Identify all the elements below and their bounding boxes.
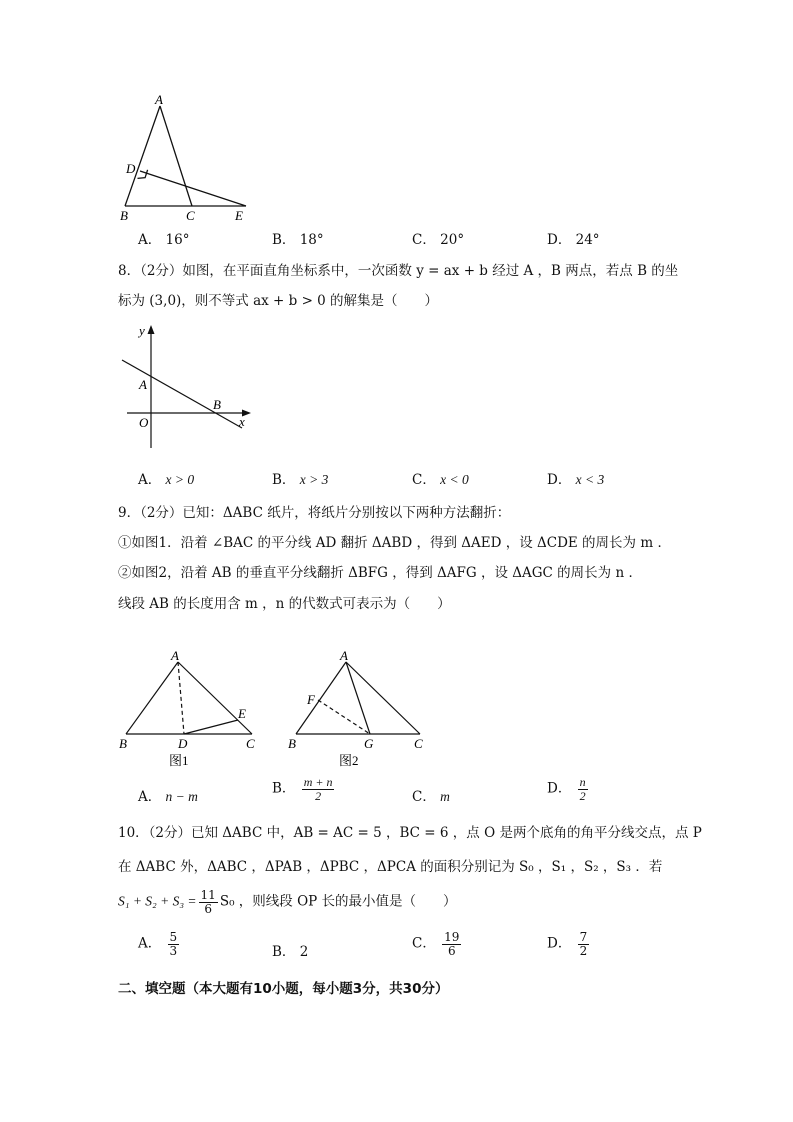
q10-option-d[interactable]: D． $\frac{7}{2}$ xyxy=(547,930,588,958)
q7-label-a: A xyxy=(155,92,163,107)
fig1-label-a: A xyxy=(171,648,179,663)
q9-text-line-4: 线段 AB 的长度用含 m ，n 的代数式可表示为（ ） xyxy=(118,596,451,612)
section-2-heading: 二、填空题（本大题有10小题，每小题3分，共30分） xyxy=(118,981,449,997)
q10-option-c-fraction: $\frac{19}{6}$ xyxy=(444,930,460,958)
fig2-label-f: F xyxy=(307,692,315,707)
q7-right-angle-mark xyxy=(138,170,148,179)
fig2-label-g: G xyxy=(364,736,374,751)
q10-option-c[interactable]: C． $\frac{19}{6}$ xyxy=(412,930,460,958)
fig1-label-c: C xyxy=(246,736,255,751)
fig2-caption: 图2 xyxy=(339,753,359,768)
fig2-segment-ac xyxy=(346,662,420,734)
fig1-segment-ad-dashed xyxy=(178,662,184,734)
q7-option-a[interactable]: A． 16° xyxy=(138,232,190,248)
fig2-label-b: B xyxy=(288,736,296,751)
q10-eleven-sixths-fraction: $\frac{11}{6}$ xyxy=(200,888,216,916)
fig2-segment-ab xyxy=(296,662,346,734)
fig1-label-e: E xyxy=(238,706,246,721)
q8-label-a: A xyxy=(139,377,147,392)
q7-option-d[interactable]: D． 24° xyxy=(547,232,600,248)
q8-label-b: B xyxy=(213,397,221,412)
fig1-segment-ac xyxy=(178,662,252,734)
q7-label-c: C xyxy=(186,208,195,223)
q7-option-c[interactable]: C． 20° xyxy=(412,232,465,248)
fig1-caption: 图1 xyxy=(169,753,189,768)
q9-option-c[interactable]: C． m xyxy=(412,789,450,805)
fig1-segment-de xyxy=(184,720,238,734)
q9-figure-2 xyxy=(284,648,434,770)
q9-figure-1 xyxy=(116,648,266,770)
q8-label-y: y xyxy=(139,323,145,338)
q8-option-d[interactable]: D． x < 3 xyxy=(547,472,605,488)
q8-text-line-1: 8．（2分）如图，在平面直角坐标系中，一次函数 y = ax + b 经过 A ，B 两点，若点 B 的坐 xyxy=(118,263,679,279)
q9-option-a[interactable]: A． n − m xyxy=(138,789,198,805)
q8-label-o: O xyxy=(139,415,149,430)
q9-option-b[interactable]: B． $\frac{m + n}{2}$ xyxy=(272,775,333,803)
q8-coordinate-graph xyxy=(112,320,262,450)
q10-option-a-fraction: $\frac{5}{3}$ xyxy=(169,930,178,958)
q8-label-x: x xyxy=(239,414,245,429)
q8-text-line-2: 标为 (3,0)，则不等式 ax + b > 0 的解集是（ ） xyxy=(118,293,439,309)
fig2-segment-ag xyxy=(346,662,370,734)
q9-option-d[interactable]: D． $\frac{n}{2}$ xyxy=(547,775,586,803)
q7-triangle-figure xyxy=(112,92,262,224)
fig2-label-a: A xyxy=(340,648,348,663)
fig1-label-d: D xyxy=(178,736,188,751)
q8-y-axis-arrow xyxy=(148,325,155,334)
q9-option-b-fraction: $\frac{m + n}{2}$ xyxy=(303,775,333,803)
q7-label-b: B xyxy=(120,208,128,223)
q7-label-e: E xyxy=(235,208,243,223)
q8-option-a[interactable]: A． x > 0 xyxy=(138,472,195,488)
q9-text-line-2: ①如图1．沿着 ∠BAC 的平分线 AD 翻折 ΔABD ，得到 ΔAED ，设 ΔCDE 的周长为 m ． xyxy=(118,535,671,551)
q7-option-b[interactable]: B． 18° xyxy=(272,232,324,248)
q10-text-line-1: 10．（2分）已知 ΔABC 中，AB = AC = 5 ，BC = 6 ，点 O 是两个底角的角平分线交点，点 P xyxy=(118,825,702,841)
q10-text-line-3: S₁ + S₂ + S₃ = $\frac{11}{6}$ S₀ ，则线段 OP 长的最小值是（ ） xyxy=(118,888,457,916)
fig1-label-b: B xyxy=(119,736,127,751)
q10-text-line-2: 在 ΔABC 外，ΔABC ，ΔPAB ，ΔPBC ，ΔPCA 的面积分别记为 S₀ ，S₁ ，S₂ ，S₃ ．若 xyxy=(118,859,663,875)
fig1-segment-ab xyxy=(126,662,178,734)
fig2-label-c: C xyxy=(414,736,423,751)
q9-option-d-fraction: $\frac{n}{2}$ xyxy=(579,775,586,803)
q10-option-a[interactable]: A． $\frac{5}{3}$ xyxy=(138,930,178,958)
q8-option-b[interactable]: B． x > 3 xyxy=(272,472,329,488)
q7-segment-ab xyxy=(125,106,160,206)
q7-label-d: D xyxy=(126,161,136,176)
q9-text-line-1: 9．（2分）已知：ΔABC 纸片，将纸片分别按以下两种方法翻折： xyxy=(118,505,511,521)
q10-option-b[interactable]: B． 2 xyxy=(272,944,309,960)
fig2-segment-fg-dashed xyxy=(318,700,370,734)
q8-option-c[interactable]: C． x < 0 xyxy=(412,472,469,488)
q7-segment-de xyxy=(140,171,246,206)
q10-option-d-fraction: $\frac{7}{2}$ xyxy=(579,930,588,958)
q7-segment-ac xyxy=(160,106,192,206)
q9-text-line-3: ②如图2，沿着 AB 的垂直平分线翻折 ΔBFG ，得到 ΔAFG ，设 ΔAGC 的周长为 n ． xyxy=(118,565,642,581)
